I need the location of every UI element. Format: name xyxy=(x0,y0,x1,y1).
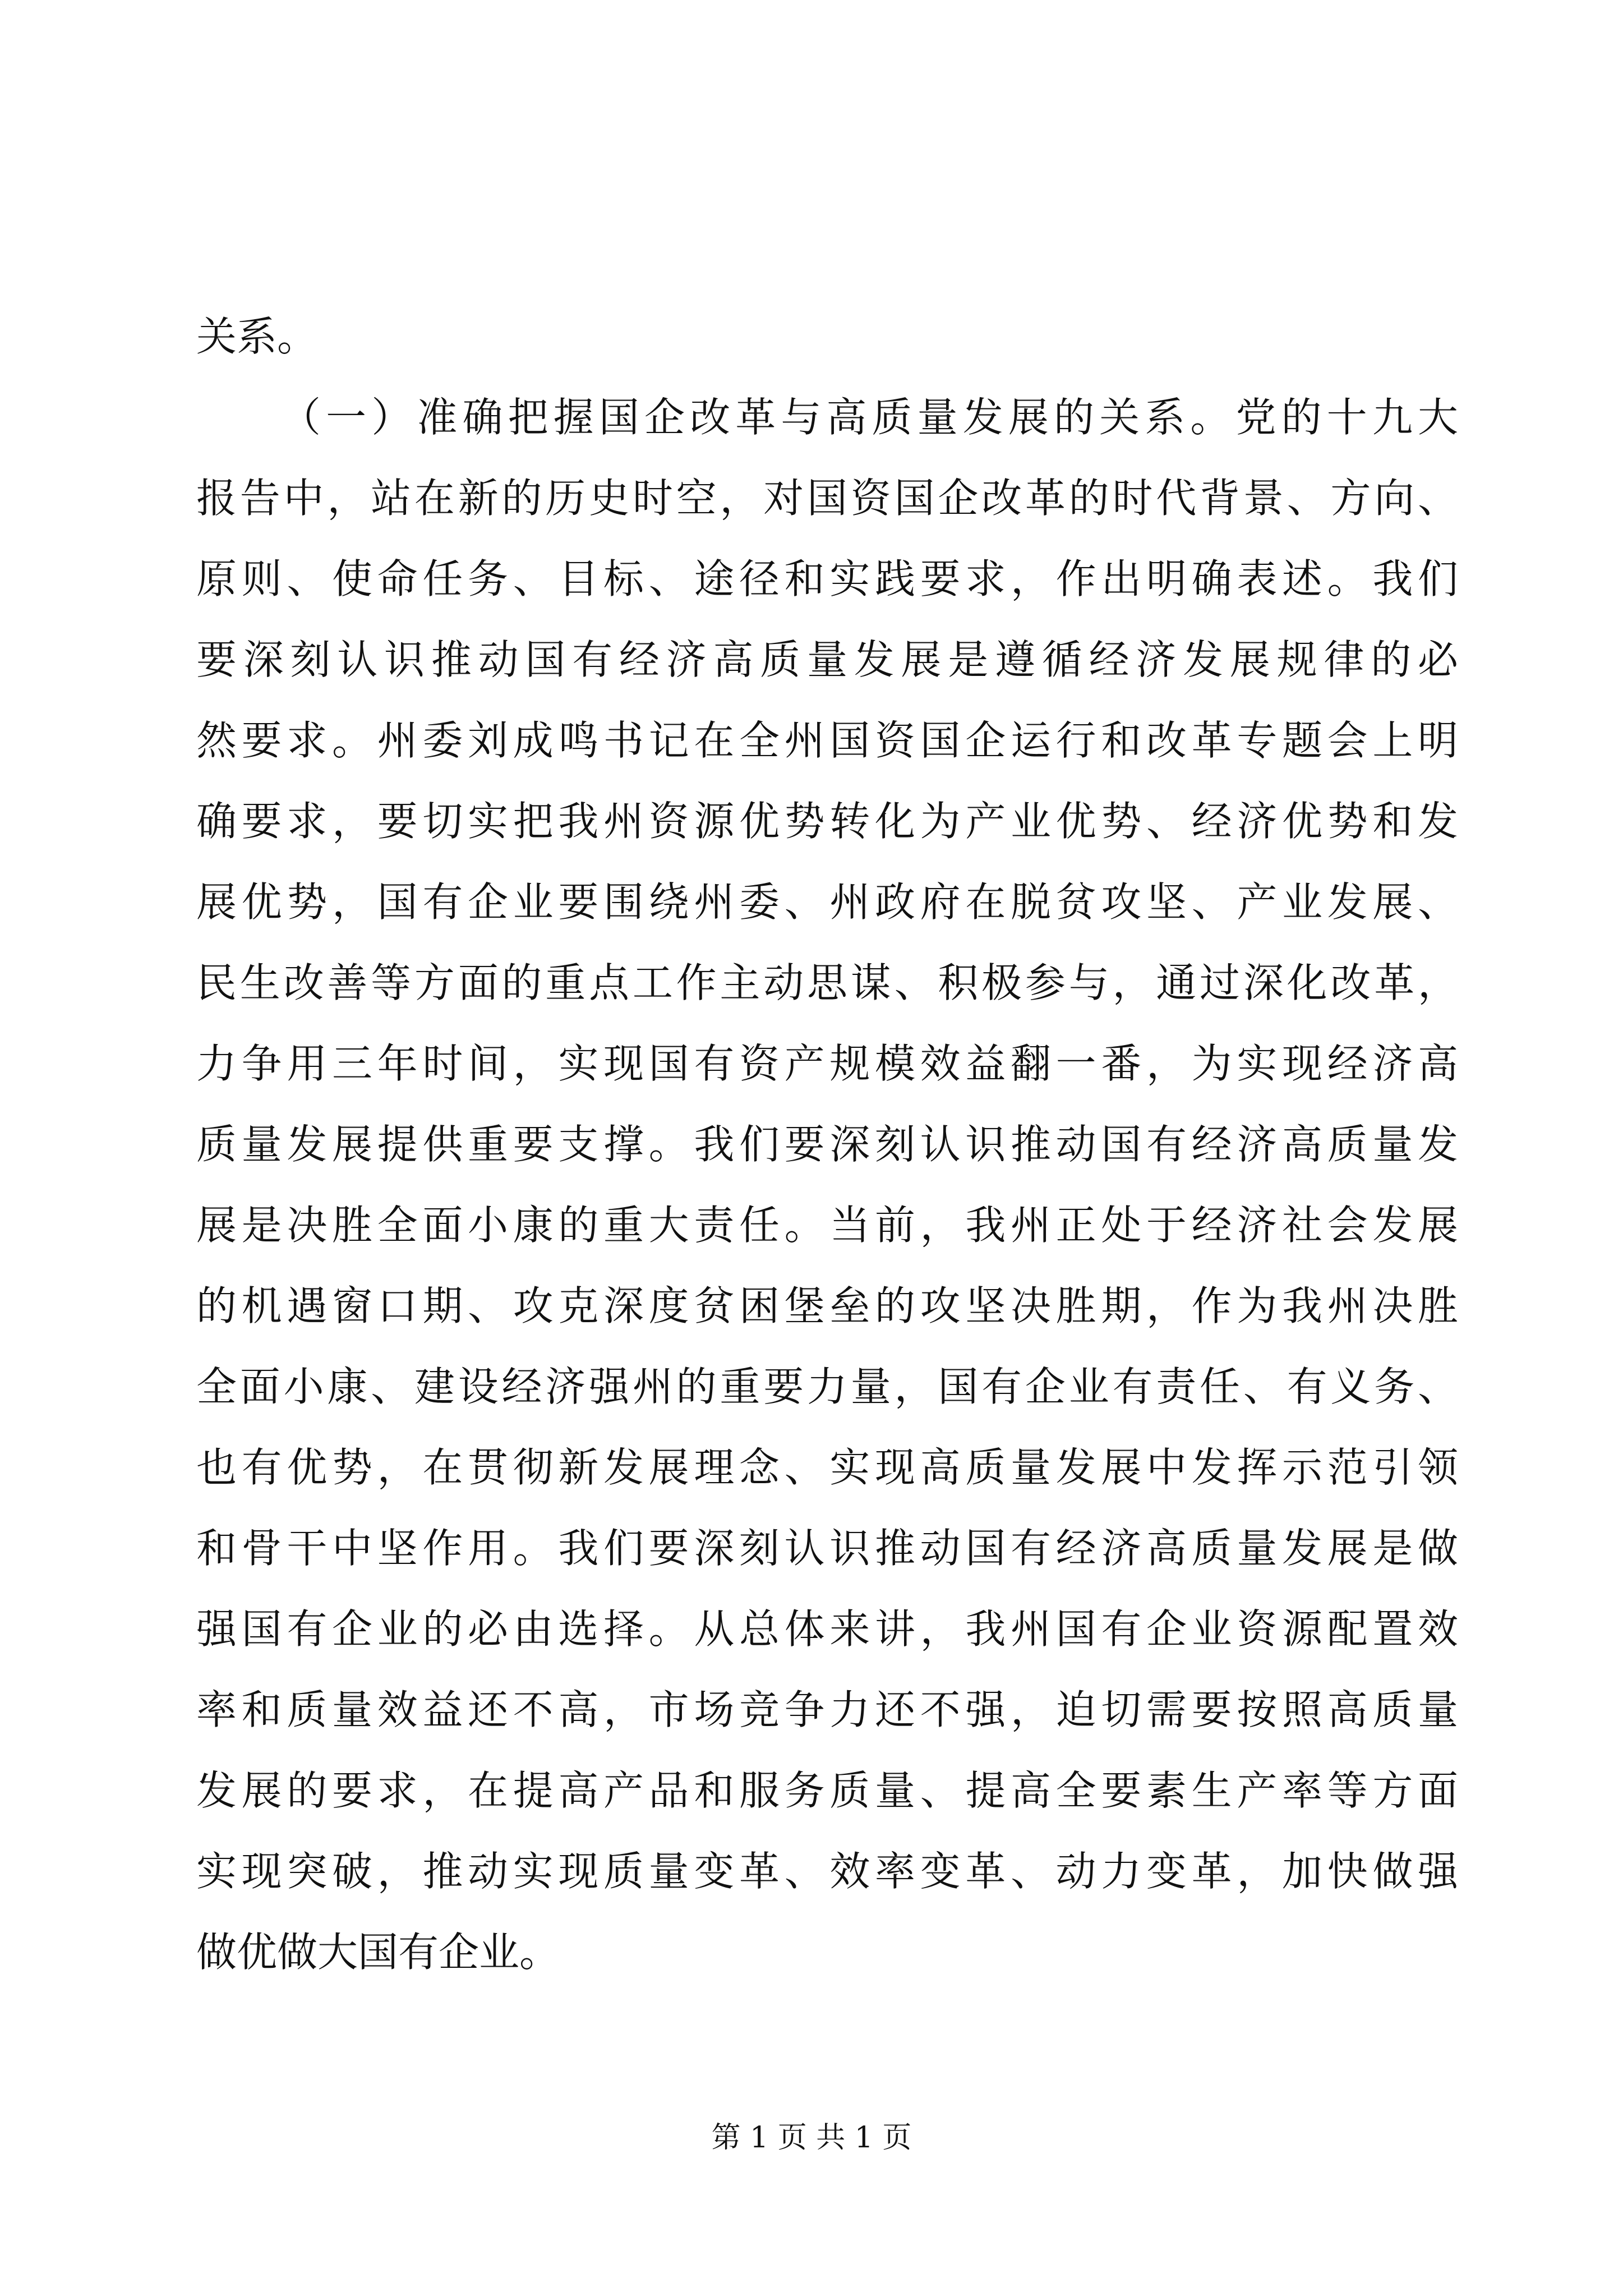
text-line-21: 做优做大国有企业。 xyxy=(196,1929,560,1976)
text-line-20: 实现突破，推动实现质量变革、效率变革、动力变革，加快做强 xyxy=(196,1848,1458,1895)
text-line-16: 和骨干中坚作用。我们要深刻认识推动国有经济高质量发展是做 xyxy=(196,1525,1458,1572)
text-line-18: 率和质量效益还不高，市场竞争力还不强，迫切需要按照高质量 xyxy=(196,1686,1458,1733)
text-line-1: 关系。 xyxy=(196,313,318,360)
text-line-8: 展优势，国有企业要围绕州委、州政府在脱贫攻坚、产业发展、 xyxy=(196,878,1458,926)
text-line-6: 然要求。州委刘成鸣书记在全州国资国企运行和改革专题会上明 xyxy=(196,717,1458,764)
text-line-4: 原则、使命任务、目标、途径和实践要求，作出明确表述。我们 xyxy=(196,555,1458,602)
text-line-13: 的机遇窗口期、攻克深度贫困堡垒的攻坚决胜期，作为我州决胜 xyxy=(196,1282,1458,1329)
page-number-footer: 第 1 页 共 1 页 xyxy=(711,2121,912,2155)
text-line-7: 确要求，要切实把我州资源优势转化为产业优势、经济优势和发 xyxy=(196,798,1458,845)
text-line-15: 也有优势，在贯彻新发展理念、实现高质量发展中发挥示范引领 xyxy=(196,1444,1458,1491)
text-line-11: 质量发展提供重要支撑。我们要深刻认识推动国有经济高质量发 xyxy=(196,1121,1458,1168)
text-line-5: 要深刻认识推动国有经济高质量发展是遵循经济发展规律的必 xyxy=(196,636,1458,683)
text-line-9: 民生改善等方面的重点工作主动思谋、积极参与，通过深化改革， xyxy=(196,959,1458,1006)
text-line-14: 全面小康、建设经济强州的重要力量，国有企业有责任、有义务、 xyxy=(196,1363,1458,1410)
text-line-2: （一）准确把握国企改革与高质量发展的关系。党的十九大 xyxy=(280,394,1458,441)
text-line-19: 发展的要求，在提高产品和服务质量、提高全要素生产率等方面 xyxy=(196,1767,1458,1814)
text-line-12: 展是决胜全面小康的重大责任。当前，我州正处于经济社会发展 xyxy=(196,1202,1458,1249)
text-line-17: 强国有企业的必由选择。从总体来讲，我州国有企业资源配置效 xyxy=(196,1605,1458,1653)
text-line-3: 报告中，站在新的历史时空，对国资国企改革的时代背景、方向、 xyxy=(196,475,1458,522)
text-line-10: 力争用三年时间，实现国有资产规模效益翻一番，为实现经济高 xyxy=(196,1040,1458,1087)
